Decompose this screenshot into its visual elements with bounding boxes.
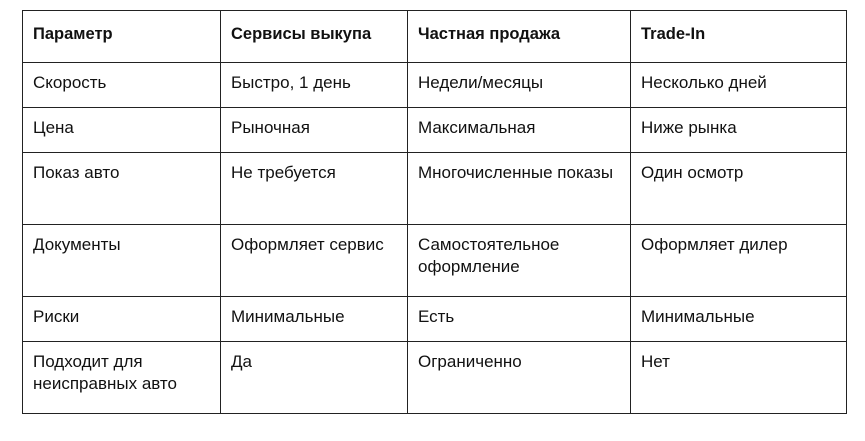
cell-buyout-services: Оформляет сервис	[221, 225, 408, 297]
comparison-table	[22, 10, 847, 414]
header-buyout-services: Сервисы выкупа	[221, 11, 408, 63]
cell-private-sale: Максимальная	[408, 108, 631, 153]
table-row	[23, 342, 847, 414]
cell-private-sale: Недели/месяцы	[408, 63, 631, 108]
cell-parameter: Цена	[23, 108, 221, 153]
cell-trade-in: Ниже рынка	[631, 108, 847, 153]
cell-private-sale: Есть	[408, 297, 631, 342]
table-row	[23, 153, 847, 225]
cell-trade-in: Несколько дней	[631, 63, 847, 108]
cell-trade-in: Нет	[631, 342, 847, 414]
comparison-table-container	[22, 10, 847, 414]
header-private-sale: Частная продажа	[408, 11, 631, 63]
cell-parameter: Показ авто	[23, 153, 221, 225]
cell-private-sale: Ограниченно	[408, 342, 631, 414]
cell-parameter: Скорость	[23, 63, 221, 108]
table-row	[23, 108, 847, 153]
cell-buyout-services: Рыночная	[221, 108, 408, 153]
cell-trade-in: Минимальные	[631, 297, 847, 342]
table-header-row	[23, 11, 847, 63]
cell-private-sale: Самостоятельное оформление	[408, 225, 631, 297]
header-parameter: Параметр	[23, 11, 221, 63]
cell-private-sale: Многочисленные показы	[408, 153, 631, 225]
cell-buyout-services: Не требуется	[221, 153, 408, 225]
cell-buyout-services: Минимальные	[221, 297, 408, 342]
cell-trade-in: Один осмотр	[631, 153, 847, 225]
table-row	[23, 225, 847, 297]
cell-buyout-services: Да	[221, 342, 408, 414]
cell-parameter: Подходит для неисправных авто	[23, 342, 221, 414]
header-trade-in: Trade-In	[631, 11, 847, 63]
table-row	[23, 297, 847, 342]
cell-buyout-services: Быстро, 1 день	[221, 63, 408, 108]
cell-parameter: Риски	[23, 297, 221, 342]
table-row	[23, 63, 847, 108]
cell-trade-in: Оформляет дилер	[631, 225, 847, 297]
cell-parameter: Документы	[23, 225, 221, 297]
